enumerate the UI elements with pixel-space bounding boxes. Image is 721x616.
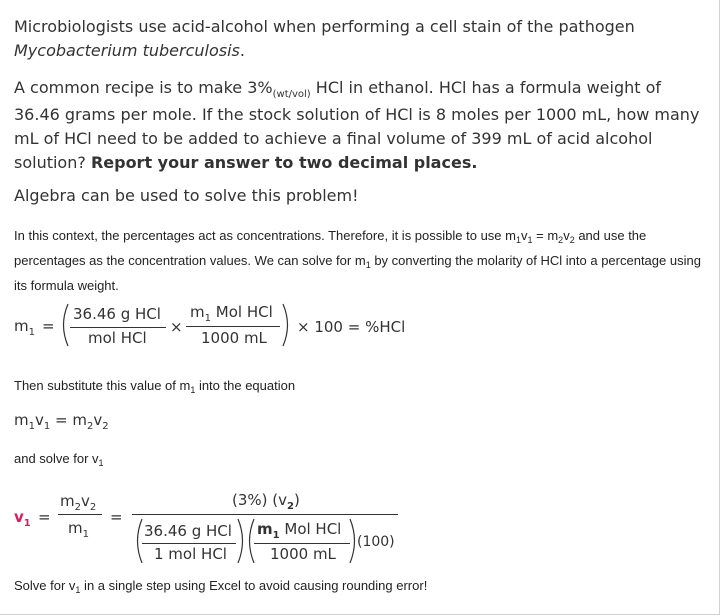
eq3-p2-bar: [254, 543, 350, 544]
problem-text-b: HCl in ethanol. HCl has a formula weight of 36.46 grams per mole. If the stock solution of HCl is 8 moles per 1000 mL, how many mL of HCl need to be added to achieve a final volume of 399 mL of acid alcohol solution?: [14, 78, 700, 172]
problem-text-a: A common recipe is to make 3%: [14, 78, 273, 97]
organism-name: Mycobacterium tuberculosis: [14, 41, 240, 60]
eq1-m1: $m_1$: [14, 317, 35, 338]
eq1-frac1-bar: [70, 327, 166, 328]
eq1-num1: 36.46 g HCl: [73, 305, 161, 323]
eq3-m2v2: $m_2v_2$: [60, 492, 97, 513]
sub-1c: 1: [365, 260, 371, 270]
sub-2b: 2: [569, 235, 575, 245]
sub-1b: 1: [527, 235, 533, 245]
eq3-equals2: =: [110, 508, 123, 526]
eq1-times: ×: [170, 318, 183, 336]
eq3-main-frac-bar: [132, 514, 398, 515]
context-text-e: and use the percentages as the concentration values. We can solve for m: [14, 228, 647, 268]
intro-paragraph: [14, 15, 714, 63]
eq3-m1: $m_1$: [68, 519, 89, 540]
context-eq: = m: [532, 228, 559, 243]
eq3-p2-num: $m_1$ Mol HCl: [257, 520, 342, 541]
report-instruction: Report your answer to two decimal places.: [90, 153, 478, 172]
eq3-paren1-left: [132, 517, 144, 565]
eq1-den2: 1000 mL: [201, 329, 267, 347]
eq1-right-paren: [281, 302, 293, 348]
eq3-paren2-left: [244, 517, 256, 565]
context-paragraph: [14, 224, 714, 298]
problem-paragraph: [14, 76, 704, 175]
equation-2: $m_1v_1 = m_2v_2$: [14, 411, 109, 432]
eq1-tail: × 100 = %HCl: [297, 318, 406, 336]
wt-vol-subscript: (wt/vol): [272, 89, 311, 100]
eq3-v1: $v_1$: [14, 508, 31, 529]
substitute-text: Then substitute this value of $m_1$ into the equation: [14, 378, 296, 395]
eq1-equals: =: [42, 317, 55, 335]
sub-1a: 1: [515, 235, 521, 245]
context-v1: v: [521, 228, 528, 243]
intro-period: .: [239, 41, 245, 60]
context-text-f: by converting the molarity of HCl into a percentage using its formula weight.: [14, 253, 701, 293]
context-v2: v: [563, 228, 570, 243]
eq1-num2: $m_1$ Mol HCl: [190, 303, 273, 324]
eq3-equals1: =: [38, 508, 51, 526]
eq3-rhs-numerator: (3%) $(v_2)$: [232, 491, 300, 512]
intro-text: Microbiologists use acid-alcohol when performing a cell stain of the pathogen: [14, 17, 635, 36]
eq1-den1: mol HCl: [88, 329, 147, 347]
eq3-frac-bar-left: [58, 514, 102, 515]
algebra-note: Algebra can be used to solve this problem!: [14, 186, 359, 205]
eq3-p1-bar: [142, 543, 236, 544]
footer-note: Solve for $v_1$ in a single step using Excel to avoid causing rounding error!: [14, 578, 428, 595]
context-text-a: In this context, the percentages act as concentrations. Therefore, it is possible to use m: [14, 228, 516, 243]
eq3-p1-num: 36.46 g HCl: [144, 522, 232, 540]
sub-2a: 2: [558, 235, 564, 245]
eq3-hundred: (100): [357, 534, 395, 550]
eq3-p1-den: 1 mol HCl: [154, 545, 227, 563]
eq1-frac2-bar: [186, 326, 280, 327]
eq3-p2-den: 1000 mL: [270, 545, 336, 563]
solve-for-text: and solve for $v_1$: [14, 451, 104, 468]
eq1-left-paren: [58, 302, 70, 348]
